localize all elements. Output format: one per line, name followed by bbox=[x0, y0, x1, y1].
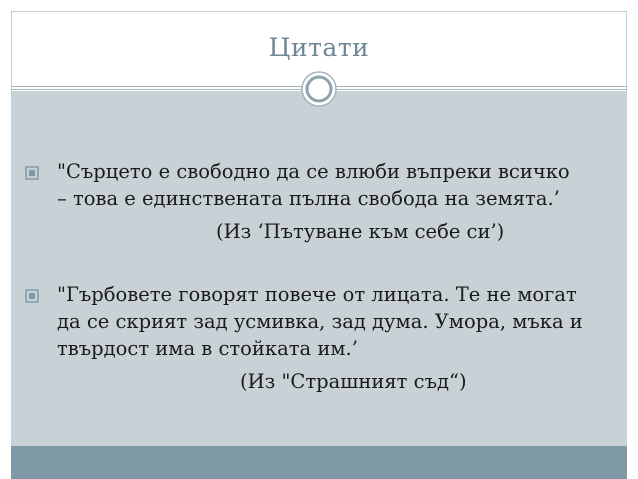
square-bullet-icon bbox=[24, 288, 40, 304]
quote-2-line-1: "Гърбовете говорят повече от лицата. Те не могат bbox=[57, 283, 577, 306]
quote-2-line-3: твърдост има в стойката им.’ bbox=[57, 337, 358, 360]
quote-2-line-2: да се скрият зад усмивка, зад дума. Умора, мъка и bbox=[57, 310, 583, 333]
quote-1-source: (Из ‘Пътуване към себе си’) bbox=[216, 220, 505, 243]
quote-1-line-1: "Сърцето е свободно да се влюби въпреки всичко bbox=[57, 160, 570, 183]
quote-1-line-2: – това е единствената пълна свобода на земята.’ bbox=[57, 187, 560, 210]
footer-bar bbox=[11, 446, 627, 479]
square-bullet-icon bbox=[24, 165, 40, 181]
circle-ornament-icon bbox=[300, 70, 338, 108]
quote-2-source: (Из "Страшният съд“) bbox=[240, 370, 467, 393]
slide-title: Цитати bbox=[268, 33, 370, 62]
